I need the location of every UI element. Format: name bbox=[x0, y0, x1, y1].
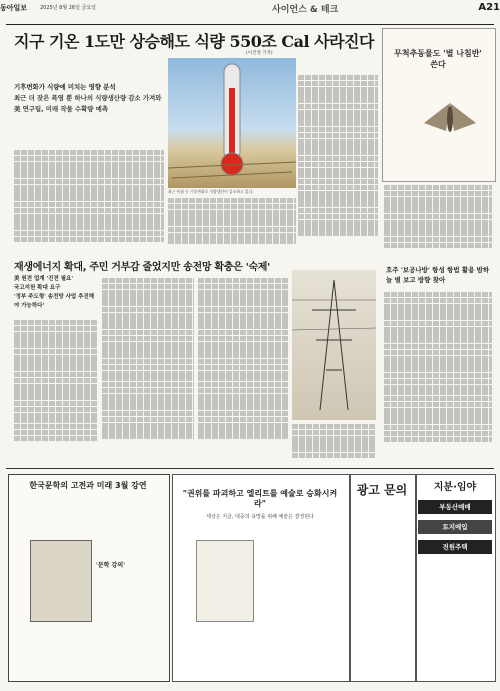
body-text bbox=[14, 150, 164, 252]
lead-line: 국고지원 확대 요구 bbox=[14, 285, 61, 291]
section-title: 사이언스 & 테크 bbox=[272, 5, 339, 15]
body-text bbox=[384, 292, 492, 462]
lead-line: 美 연구팀, 미래 작물 수확량 예측 bbox=[14, 105, 109, 113]
article-headline: 지구 기온 1도만 상승해도 식량 550조 Cal 사라진다 bbox=[14, 32, 374, 51]
body-text bbox=[102, 278, 194, 460]
body-text bbox=[198, 278, 288, 460]
sidebar-title: 무척추동물도 '별 나침반' 쓴다 bbox=[394, 48, 482, 69]
book-ad-title: "권위를 파괴하고 엘리트를 예술로 승화시켜라" bbox=[182, 488, 338, 508]
lecture-ad-sub: '문학 강의' bbox=[96, 562, 125, 569]
article2-lead bbox=[14, 275, 98, 311]
ad-inquiry-title: 광고 문의 bbox=[356, 483, 408, 497]
article-lead bbox=[14, 82, 164, 115]
realestate-row: 전원주택 bbox=[418, 540, 492, 554]
lead-line: '정부 주도형' 송전망 사업 추진해야 가능하다' bbox=[14, 294, 95, 309]
photo-caption: 최근 폭염 등 기후변화로 식량생산이 감소하고 있다. bbox=[168, 189, 254, 194]
sidebar-subhead: 호주 '보공나방' 항성 항법 활용 밤하늘 별 보고 방향 찾아 bbox=[386, 266, 490, 284]
moth-illustration bbox=[420, 95, 480, 147]
thermometer-photo bbox=[168, 58, 296, 188]
book-ad-image bbox=[196, 540, 254, 622]
page-number: A21 bbox=[478, 2, 500, 13]
realestate-row: 토지매입 bbox=[418, 520, 492, 534]
book-ad-sub: 세상은 지금, 대중의 욕망을 위해 예술은 결정된다 bbox=[206, 514, 314, 520]
issue-date: 2025년 8월 26일 금요일 bbox=[40, 5, 97, 11]
lecture-ad-title: 한국문학의 고전과 미래 3월 강연 bbox=[29, 481, 147, 490]
paper-name: 동아일보 bbox=[0, 4, 28, 12]
body-text bbox=[292, 424, 376, 462]
body-text bbox=[298, 75, 378, 253]
realestate-ad-title: 지분·임야 bbox=[433, 482, 477, 493]
book-cover bbox=[30, 540, 92, 622]
transmission-tower-photo bbox=[292, 270, 376, 420]
lead-line: 기후변화가 식량에 미치는 영향 분석 bbox=[14, 83, 116, 91]
realestate-row: 부동산매매 bbox=[418, 500, 492, 514]
ad-inquiry[interactable] bbox=[350, 474, 416, 682]
lead-line: 최근 더 잦은 폭염 뿐 하나의 식량생산량 감소 가져와 bbox=[14, 94, 162, 102]
article2-headline: 재생에너지 확대, 주민 거부감 줄었지만 송전망 확충은 '숙제' bbox=[14, 262, 270, 273]
lead-line: 美 원전 업계 '진전 필요' bbox=[14, 276, 74, 282]
body-text bbox=[384, 185, 492, 257]
body-text bbox=[14, 320, 98, 460]
body-text bbox=[168, 198, 296, 253]
byline: (이진영 기자) bbox=[246, 51, 273, 56]
